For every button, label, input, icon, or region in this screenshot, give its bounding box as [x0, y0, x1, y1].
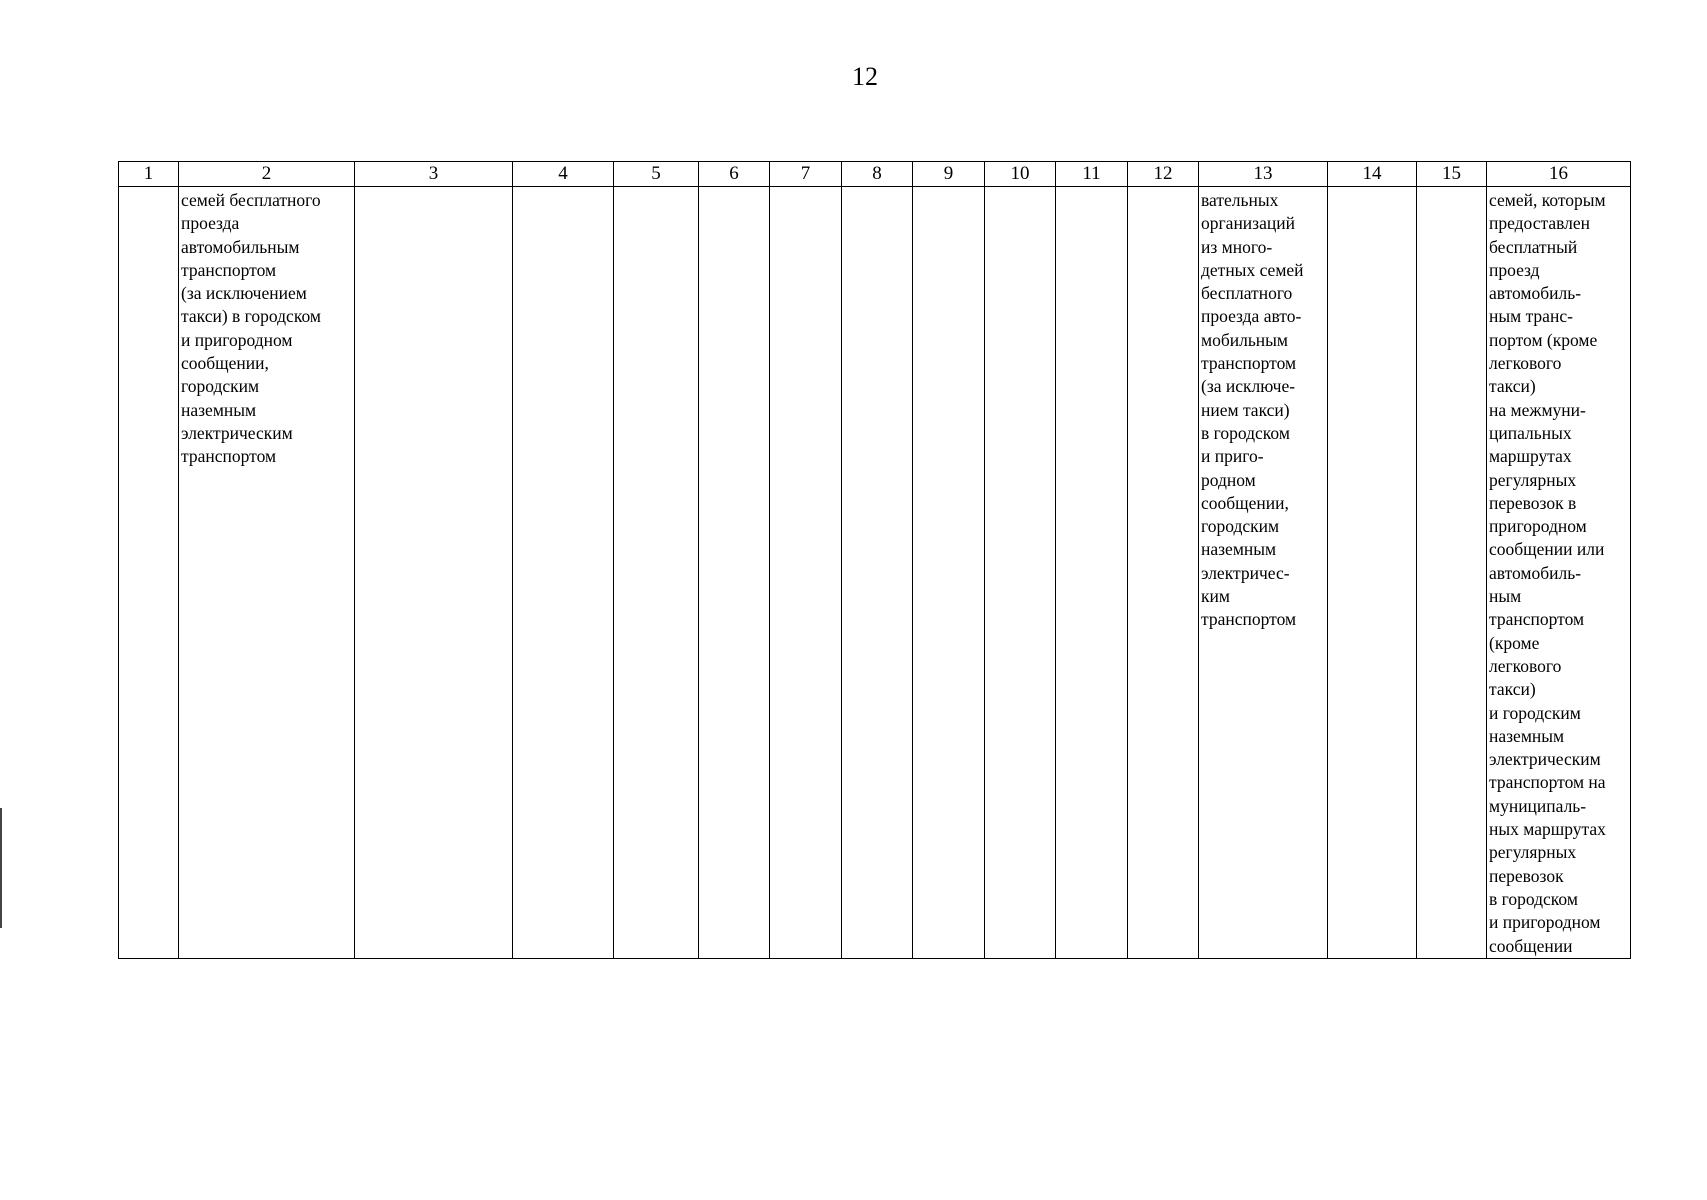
cell-text-line: мобильным — [1201, 329, 1289, 350]
column-header-8: 8 — [842, 162, 913, 187]
page-number: 12 — [852, 62, 878, 91]
cell-text-line: автомобиль- — [1489, 562, 1582, 583]
header-row — [119, 162, 1631, 187]
cell-col-1 — [119, 187, 179, 959]
column-header-9: 9 — [913, 162, 985, 187]
cell-text-line: в городском — [1489, 888, 1578, 909]
cell-text-line: детных семей — [1201, 259, 1304, 280]
cell-text-line: на межмуни- — [1489, 399, 1586, 420]
cell-text-line: муниципаль- — [1489, 795, 1587, 816]
column-header-1: 1 — [119, 162, 179, 187]
column-header-5: 5 — [614, 162, 699, 187]
cell-col-14 — [1328, 187, 1417, 959]
col13-text — [1201, 189, 1327, 632]
cell-text-line: из много- — [1201, 236, 1273, 257]
cell-col-16 — [1487, 187, 1631, 959]
cell-text-line: предоставлен — [1489, 213, 1591, 234]
cell-col-9 — [913, 187, 985, 959]
cell-text-line: электрическим — [1489, 749, 1601, 770]
cell-text-line: в городском — [1201, 422, 1290, 443]
cell-text-line: ким — [1201, 586, 1230, 607]
cell-col-12 — [1128, 187, 1199, 959]
column-header-13: 13 — [1199, 162, 1328, 187]
cell-text-line: ным транс- — [1489, 306, 1573, 327]
cell-col-13 — [1199, 187, 1328, 959]
cell-text-line: (за исключением — [181, 283, 307, 304]
cell-text-line: маршрутах — [1489, 446, 1572, 467]
cell-text-line: вательных — [1201, 190, 1279, 210]
cell-text-line: портом (кроме — [1489, 329, 1598, 350]
cell-col-4 — [513, 187, 614, 959]
cell-text-line: сообщении, — [1201, 492, 1289, 513]
cell-text-line: сообщении или — [1489, 539, 1605, 560]
cell-col-7 — [770, 187, 842, 959]
cell-text-line: регулярных — [1489, 469, 1577, 490]
cell-text-line: ным — [1489, 586, 1522, 607]
cell-text-line: организаций — [1201, 213, 1295, 234]
cell-text-line: легкового — [1489, 353, 1562, 374]
scan-edge-mark — [0, 808, 2, 928]
column-header-3: 3 — [355, 162, 513, 187]
cell-text-line: транспортом — [1201, 609, 1297, 630]
column-header-2: 2 — [179, 162, 355, 187]
cell-col-6 — [699, 187, 770, 959]
cell-text-line: наземным — [1489, 725, 1565, 746]
cell-col-3 — [355, 187, 513, 959]
cell-text-line: (за исключе- — [1201, 376, 1296, 397]
cell-col-5 — [614, 187, 699, 959]
cell-text-line: такси) — [1489, 679, 1536, 700]
cell-text-line: проезда авто- — [1201, 306, 1302, 327]
cell-col-2 — [179, 187, 355, 959]
cell-text-line: проезд — [1489, 259, 1540, 280]
cell-text-line: семей, которым — [1489, 190, 1606, 210]
cell-text-line: сообщении — [1489, 935, 1573, 956]
cell-text-line: ципальных — [1489, 422, 1572, 443]
cell-text-line: транспортом — [181, 259, 277, 280]
table-row — [119, 187, 1631, 959]
cell-text-line: такси) — [1489, 376, 1536, 397]
cell-col-15 — [1417, 187, 1487, 959]
cell-text-line: бесплатный — [1489, 236, 1578, 257]
cell-text-line: перевозок в — [1489, 492, 1577, 513]
column-header-6: 6 — [699, 162, 770, 187]
cell-text-line: транспортом — [1489, 609, 1585, 630]
cell-col-11 — [1056, 187, 1128, 959]
column-header-12: 12 — [1128, 162, 1199, 187]
cell-text-line: легкового — [1489, 655, 1562, 676]
cell-text-line: проезда — [181, 213, 240, 234]
cell-text-line: автомобиль- — [1489, 283, 1582, 304]
cell-text-line: и пригородном — [1489, 912, 1601, 933]
cell-text-line: автомобильным — [181, 236, 300, 257]
column-header-15: 15 — [1417, 162, 1487, 187]
cell-text-line: бесплатного — [1201, 283, 1293, 304]
column-header-11: 11 — [1056, 162, 1128, 187]
cell-text-line: родном — [1201, 469, 1256, 490]
column-header-10: 10 — [985, 162, 1056, 187]
cell-text-line: (кроме — [1489, 632, 1540, 653]
cell-text-line: электричес- — [1201, 562, 1290, 583]
cell-text-line: электрическим — [181, 422, 293, 443]
cell-text-line: и приго- — [1201, 446, 1264, 467]
column-header-4: 4 — [513, 162, 614, 187]
column-header-7: 7 — [770, 162, 842, 187]
cell-text-line: и городским — [1489, 702, 1581, 723]
cell-text-line: регулярных — [1489, 842, 1577, 863]
cell-text-line: семей бесплатного — [181, 190, 321, 210]
cell-text-line: наземным — [181, 399, 257, 420]
col16-text — [1489, 189, 1630, 958]
document-table — [118, 161, 1631, 959]
column-header-14: 14 — [1328, 162, 1417, 187]
cell-text-line: наземным — [1201, 539, 1277, 560]
column-header-16: 16 — [1487, 162, 1631, 187]
col2-text — [181, 189, 354, 469]
cell-col-8 — [842, 187, 913, 959]
cell-col-10 — [985, 187, 1056, 959]
cell-text-line: пригородном — [1489, 516, 1587, 537]
cell-text-line: такси) в городском — [181, 306, 321, 327]
cell-text-line: сообщении, — [181, 353, 269, 374]
cell-text-line: перевозок — [1489, 865, 1564, 886]
cell-text-line: транспортом — [181, 446, 277, 467]
cell-text-line: городским — [1201, 516, 1280, 537]
cell-text-line: транспортом — [1201, 353, 1297, 374]
cell-text-line: ных маршрутах — [1489, 819, 1606, 840]
cell-text-line: городским — [181, 376, 260, 397]
cell-text-line: нием такси) — [1201, 399, 1290, 420]
cell-text-line: транспортом на — [1489, 772, 1606, 793]
cell-text-line: и пригородном — [181, 329, 293, 350]
